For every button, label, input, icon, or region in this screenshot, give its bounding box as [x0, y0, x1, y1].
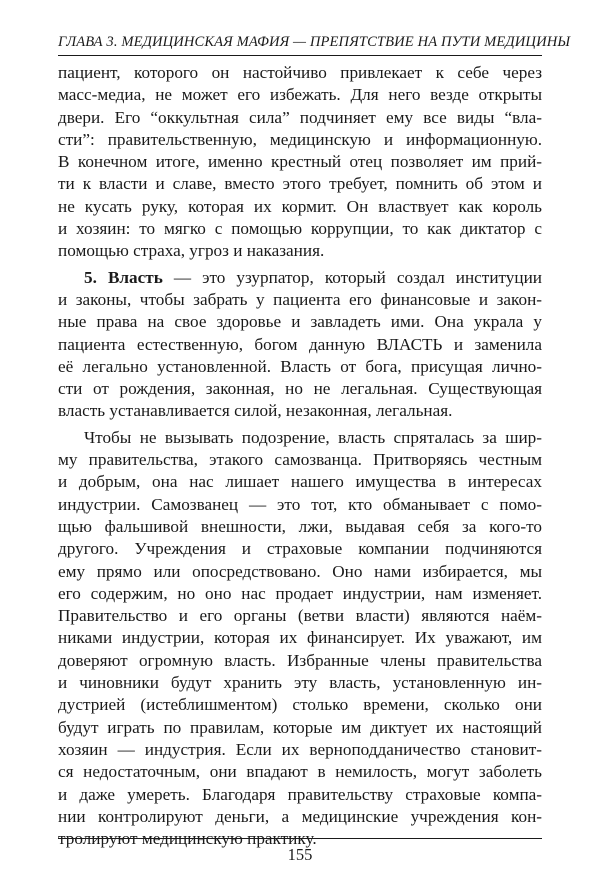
text-line: доверяют огромную власть. Избранные члены правительства [58, 650, 542, 670]
text-line: власть устанавливается силой, незаконная, легальная. [58, 401, 453, 421]
heading-continuation: — это узурпатор, который создал институции [162, 267, 542, 287]
text-line: ные права на свое здоровье и завладеть ими. Она украла у [58, 312, 542, 332]
section-heading: 5. Власть [84, 267, 163, 287]
text-line: двери. Его “оккультная сила” подчиняет ему все виды “вла- [58, 107, 542, 127]
text-line: и чиновники будут хранить эту власть, установленную ин- [58, 673, 542, 693]
text-line: нии контролируют деньги, а медицинские учреждения кон- [58, 806, 542, 826]
text-line: его содержим, но оно нас продает индустрии, нам изменяет. [58, 583, 542, 603]
text-line: индустрии. Самозванец — это тот, кто обманывает с помо- [58, 494, 542, 514]
footer-divider [58, 838, 542, 839]
text-line: не кусать руку, которая их кормит. Он властвует как король [58, 196, 542, 216]
text-line: никами индустрии, которая их финансирует. Их уважают, им [58, 628, 542, 648]
text-line: хозяин — индустрия. Если их верноподданичество становит- [58, 739, 542, 759]
text-line: пациент, которого он настойчиво привлекает к себе через [58, 63, 542, 82]
text-line: и даже умереть. Благодаря правительству страховые компа- [58, 784, 542, 804]
page-number: 155 [287, 845, 313, 864]
text-line: и хозяин: то мягко с помощью коррупции, то как диктатор с [58, 219, 542, 239]
body-text [58, 62, 542, 850]
text-line: другого. Учреждения и страховые компании подчиняются [58, 539, 542, 559]
text-line: дустрией (истеблишментом) столько времени, сколько они [58, 695, 542, 715]
text-line: и законы, чтобы забрать у пациента его финансовые и закон- [58, 289, 542, 309]
running-header: ГЛАВА 3. МЕДИЦИНСКАЯ МАФИЯ — ПРЕПЯТСТВИЕ НА ПУТИ МЕДИЦИНЫ [58, 34, 542, 56]
text-line: Правительство и его органы (ветви власти) являются наём- [58, 606, 542, 626]
text-line: сти”: правительственную, медицинскую и информационную. [58, 129, 542, 149]
text-line [58, 267, 542, 289]
text-line: пациента естественную, богом данную ВЛАСТЬ и заменила [58, 334, 542, 354]
text-line: щью фальшивой внешности, лжи, выдавая себя за кого-то [58, 516, 542, 536]
text-line: сти от рождения, законная, но не легальная. Существующая [58, 379, 542, 399]
text-line: тролируют медицинскую практику. [58, 829, 317, 849]
text-line: ся недостаточным, они впадают в немилость, могут заболеть [58, 762, 542, 782]
text-line: помощью страха, угроз и наказания. [58, 241, 325, 261]
text-line: му правительства, этакого самозванца. Притворяясь честным [58, 450, 542, 470]
text-line: Чтобы не вызывать подозрение, власть спряталась за шир- [84, 427, 542, 447]
text-line: масс-медиа, не может его избежать. Для него везде открыты [58, 85, 542, 105]
text-line: ти к власти и славе, вместо этого требует, помнить об этом и [58, 174, 542, 194]
text-line: В конечном итоге, именно крестный отец позволяет им прий- [58, 152, 542, 172]
text-line: будут играть по правилам, которые им диктует их настоящий [58, 717, 542, 737]
text-line: её легально установленной. Власть от бога, присущая лично- [58, 356, 542, 376]
text-line: ему прямо или опосредствовано. Оно нами избирается, мы [58, 561, 542, 581]
text-line: и добрым, она нас лишает нашего имущества в интересах [58, 472, 542, 492]
